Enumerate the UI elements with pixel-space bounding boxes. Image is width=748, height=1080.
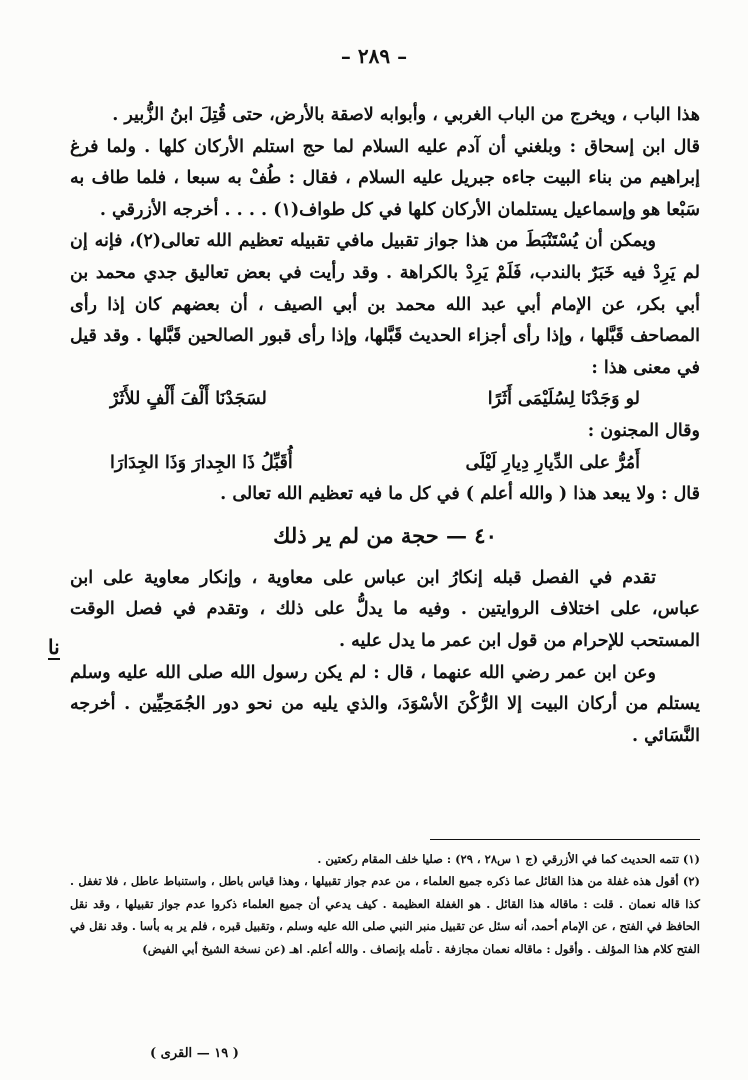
paragraph-2: قال ابن إسحاق : وبلغني أن آدم عليه السلام لما حج استلم الأركان كلها . ولما فرغ إبراهيم من بناء البيت جاءه جبريل عليه السلام ، فقال : طُفْ به سبعا ، فلما طاف به سَبْعا هو وإسماعيل يستلمان الأركان كلها في كل طواف(١) . . . . أخرجه الأزرقي .	[70, 136, 700, 220]
paragraph-1: هذا الباب ، ويخرج من الباب الغربي ، وأبوابه لاصقة بالأرض، حتى قُتِلَ ابنُ الزُّبير .	[112, 105, 700, 125]
paragraph-4: وقال المجنون :	[587, 420, 700, 441]
verse-2	[70, 448, 700, 480]
page-number: – ٢٨٩ –	[340, 44, 408, 68]
main-text	[70, 100, 700, 752]
section-heading: ٤٠ — حجة من لم ير ذلك	[273, 522, 497, 548]
verse-1-second-half: لسَجَدْنَا أَلْفَ أَلْفٍ للأَثَرْ	[110, 389, 267, 410]
verse-2-second-half: أُقَبِّلُ ذَا الجِدارَ وَذَا الجِدَارَا	[110, 452, 293, 473]
paragraph-3: ويمكن أن يُسْتَنْبَطَ من هذا جواز تقبيل مافي تقبيله تعظيم الله تعالى(٢)، فإنه إن لم يَرِدْ فيه خَبَرٌ بالندب، فَلَمْ يَرِدْ بالكراهة . وقد رأيت في بعض تعاليق جدي محمد بن أبي بكر، عن الإمام أبي عبد الله محمد بن أبي الصيف ، أن بعضهم كان إذا رأى المصاحف قَبَّلها ، وإذا رأى أجزاء الحديث قَبَّلها، وإذا رأى قبور الصالحين قَبَّلها . وقد قيل في معنى هذا :	[70, 231, 700, 378]
paragraph-6: تقدم في الفصل قبله إنكارُ ابن عباس على معاوية ، وإنكار معاوية على ابن عباس، على اختلاف الروايتين . وفيه ما يدلُّ على ذلك ، وتقدم في فصل الوقت المستحب للإحرام من قول ابن عمر ما يدل عليه .	[70, 567, 700, 651]
verse-2-first-half: أَمُرُّ على الدِّيارِ دِيارِ لَيْلَى	[465, 452, 640, 473]
marginal-note: نا	[48, 635, 60, 659]
paragraph-5: قال : ولا يبعد هذا ( والله أعلم ) في كل ما فيه تعظيم الله تعالى .	[220, 484, 700, 505]
verse-1	[70, 384, 700, 416]
verse-1-first-half: لو وَجَدْنَا لِسُلَيْمَى أَثَرًا	[487, 389, 640, 410]
paragraph-7: وعن ابن عمر رضي الله عنهما ، قال : لم يكن رسول الله صلى الله عليه وسلم يستلم من أركان البيت إلا الرُّكْنَ الأسْوَدَ، والذي يليه من نحو دور الجُمَحِيِّين . أخرجه النَّسَائي .	[70, 662, 700, 746]
footnote-divider	[430, 839, 700, 840]
footnotes	[70, 848, 700, 960]
signature-mark: ( ١٩ — القرى )	[150, 1046, 239, 1061]
footnote-2: (٢) أقول هذه غفلة من هذا القائل عما ذكره جميع العلماء ، من عدم جواز تقبيلها ، وهذا قياس باطل ، واستنباط عاطل ، فلا تغفل . كذا قاله نعمان . قلت : ماقاله هذا القائل . هو الغفلة العظيمة . كيف يدعي أن جميع العلماء ذكروا عدم جواز تقبيلها ، وقد نقل الحافظ في الفتح ، عن الإمام أحمد، أنه سئل عن تقبيل منبر النبي صلى الله عليه وسلم ، وتقبيل قبره ، فلم ير به بأسا . وقد نقل في الفتح كلام هذا المؤلف . وأقول : ماقاله نعمان مجازفة . تأمله بإنصاف . والله أعلم. اهـ (عن نسخة الشيخ أبي الفيض)	[70, 874, 700, 956]
footnote-1: (١) تتمه الحديث كما في الأزرقي (ج ١ س٢٨ ، ٢٩) : صليا خلف المقام ركعتين .	[317, 852, 700, 866]
